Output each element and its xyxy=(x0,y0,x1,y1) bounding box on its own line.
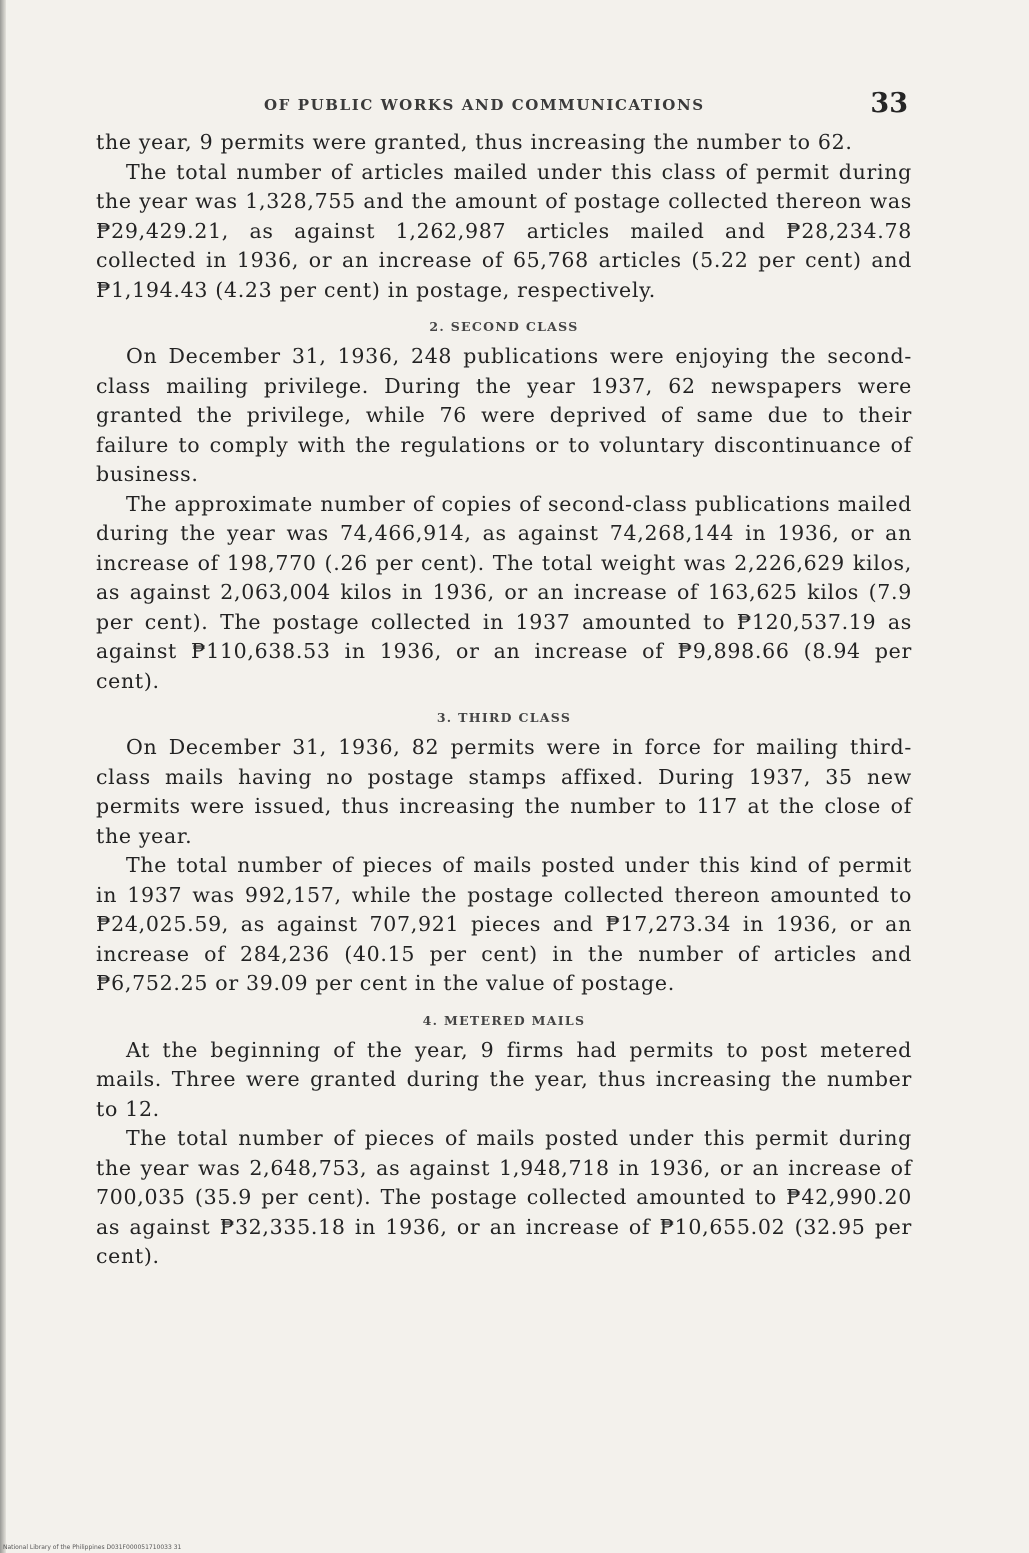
running-header xyxy=(96,88,912,128)
paragraph-first-class-totals: The total number of articles mailed under this class of permit during the year was 1,328,755 and the amount of postage collected thereon was ₱29,429.21, as against 1,262,987 articles mailed and ₱28,234.78 collected in 1936, or an increase of 65,768 articles (5.22 per cent) and ₱1,194.43 (4.23 per cent) in postage, respectively. xyxy=(96,159,912,302)
section-heading-metered-mails: 4. METERED MAILS xyxy=(422,1012,586,1028)
paragraph-second-class-publications: On December 31, 1936, 248 publications were enjoying the second-class mailing privilege. During the year 1937, 62 newspapers were granted the privilege, while 76 were deprived of same due to their failure to comply with the regulations or to voluntary discontinuance of business. xyxy=(96,344,912,486)
paragraph-third-class-totals: The total number of pieces of mails posted under this kind of permit in 1937 was 992,157, while the postage collected thereon amounted to ₱24,025.59, as against 707,921 pieces and ₱17,273.34 in 1936, or an increase of 284,236 (40.15 per cent) in the number of articles and ₱6,752.25 or 39.09 per cent in the value of postage. xyxy=(96,853,912,995)
section-heading-third-class: 3. THIRD CLASS xyxy=(436,710,572,725)
paragraph-second-class-totals: The approximate number of copies of second-class publications mailed during the year was 74,466,914, as against 74,268,144 in 1936, or an increase of 198,770 (.26 per cent). The total weight was 2,226,629 kilos, as against 2,063,004 kilos in 1936, or an increase of 163,625 kilos (7.9 per cent). The postage collected in 1937 amounted to ₱120,537.19 as against ₱110,638.53 in 1936, or an increase of ₱9,898.66 (8.94 per cent). xyxy=(96,491,912,693)
paragraph-third-class-permits: On December 31, 1936, 82 permits were in force for mailing third-class mails having no postage stamps affixed. During 1937, 35 new permits were issued, thus increasing the number to 117 at the close of the year. xyxy=(96,735,912,848)
paragraph-metered-mails-totals: The total number of pieces of mails posted under this permit during the year was 2,648,753, as against 1,948,718 in 1936, or an increase of 700,035 (35.9 per cent). The postage collected amounted to ₱42,990.20 as against ₱32,335.18 in 1936, or an increase of ₱10,655.02 (32.95 per cent). xyxy=(96,1126,912,1268)
paragraph-continued: the year, 9 permits were granted, thus increasing the number to 62. xyxy=(96,130,853,154)
paragraph-metered-mails-permits: At the beginning of the year, 9 firms had permits to post metered mails. Three were granted during the year, thus increasing the number to 12. xyxy=(96,1037,912,1121)
page-left-edge xyxy=(0,0,6,1553)
section-heading-second-class: 2. SECOND CLASS xyxy=(429,319,579,334)
scan-footer-label: National Library of the Philippines D031F000051710033 31 xyxy=(3,1544,182,1551)
page-number: 33 xyxy=(870,88,908,119)
running-title: OF PUBLIC WORKS AND COMMUNICATIONS xyxy=(264,96,705,114)
document-page xyxy=(96,88,912,1272)
